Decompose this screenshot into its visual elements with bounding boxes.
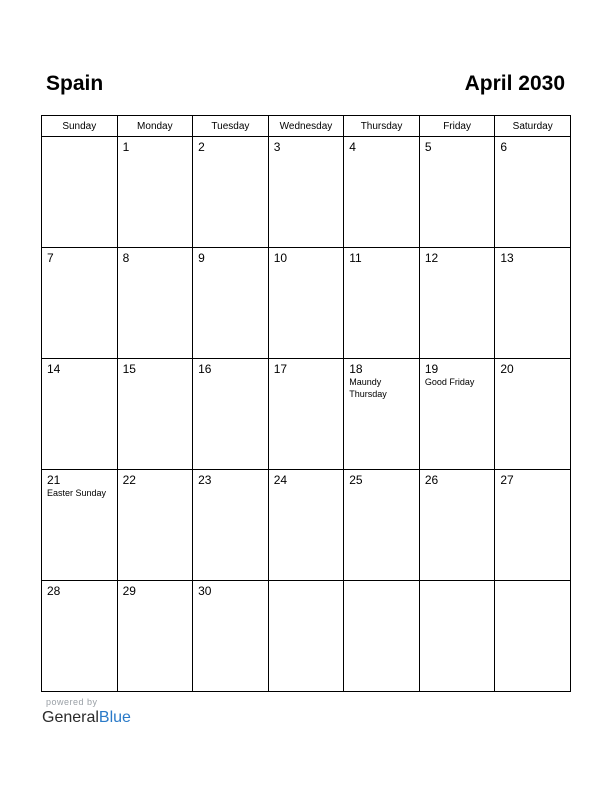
- weekday-friday: Friday: [419, 116, 495, 137]
- brand-general: General: [42, 709, 99, 726]
- day-number: 3: [273, 140, 281, 154]
- week-row: [42, 470, 571, 581]
- holiday-label: Good Friday: [424, 377, 475, 387]
- day-cell: [344, 470, 420, 581]
- day-number: 20: [500, 362, 514, 376]
- day-cell: [495, 248, 571, 359]
- day-number: 21: [47, 473, 61, 487]
- day-cell: [495, 137, 571, 248]
- weekday-sunday: Sunday: [42, 116, 118, 137]
- month-year-title: April 2030: [464, 72, 565, 95]
- day-cell: [344, 359, 420, 470]
- day-cell: [344, 248, 420, 359]
- day-cell: [419, 248, 495, 359]
- day-number: 14: [47, 362, 61, 376]
- day-cell: [193, 359, 269, 470]
- day-cell: [268, 470, 344, 581]
- weekday-header-row: [42, 116, 571, 137]
- day-number: 26: [424, 473, 439, 487]
- weekday-monday: Monday: [117, 116, 193, 137]
- country-title: Spain: [46, 72, 104, 95]
- day-number: 30: [198, 584, 212, 598]
- empty-day-cell: [495, 581, 571, 692]
- day-cell: [419, 137, 495, 248]
- day-cell: [495, 470, 571, 581]
- day-number: 17: [273, 362, 288, 376]
- day-number: [42, 137, 117, 140]
- day-cell: [42, 359, 118, 470]
- day-cell: [344, 137, 420, 248]
- holiday-label: Maundy Thursday: [349, 377, 387, 399]
- week-row: [42, 137, 571, 248]
- day-number: 22: [122, 473, 136, 487]
- day-number: 25: [349, 473, 363, 487]
- week-row: [42, 359, 571, 470]
- day-number: 15: [122, 362, 136, 376]
- day-number: 2: [198, 140, 205, 154]
- day-cell: [117, 359, 193, 470]
- day-number: 18: [349, 362, 363, 376]
- weekday-thursday: Thursday: [344, 116, 420, 137]
- powered-by-text: powered by: [46, 697, 98, 707]
- day-number: 8: [122, 251, 130, 265]
- day-cell: [117, 137, 193, 248]
- day-cell: [193, 470, 269, 581]
- day-number: 7: [47, 251, 54, 265]
- day-number: 24: [273, 473, 288, 487]
- holiday-label: Easter Sunday: [47, 488, 107, 498]
- footer-branding: [42, 696, 131, 728]
- empty-day-cell: [344, 581, 420, 692]
- day-number: 13: [500, 251, 514, 265]
- day-number: 27: [500, 473, 514, 487]
- day-number: 16: [198, 362, 212, 376]
- day-cell: [268, 248, 344, 359]
- weekday-tuesday: Tuesday: [193, 116, 269, 137]
- day-cell: [268, 137, 344, 248]
- day-cell: [42, 581, 118, 692]
- day-number: [495, 581, 570, 584]
- empty-day-cell: [419, 581, 495, 692]
- day-number: 28: [47, 584, 61, 598]
- empty-day-cell: [268, 581, 344, 692]
- day-number: 19: [424, 362, 439, 376]
- day-cell: [117, 470, 193, 581]
- day-number: 9: [198, 251, 205, 265]
- day-cell: [42, 470, 118, 581]
- day-cell: [268, 359, 344, 470]
- empty-day-cell: [42, 137, 118, 248]
- day-number: [344, 581, 419, 584]
- day-number: 12: [424, 251, 439, 265]
- day-number: 29: [122, 584, 136, 598]
- brand-blue: Blue: [98, 709, 131, 726]
- day-cell: [193, 137, 269, 248]
- day-number: 6: [500, 140, 508, 154]
- day-cell: [117, 248, 193, 359]
- calendar-grid: [41, 115, 571, 692]
- day-cell: [193, 248, 269, 359]
- day-number: [269, 581, 344, 584]
- day-cell: [419, 470, 495, 581]
- day-number: 1: [122, 140, 130, 154]
- day-cell: [495, 359, 571, 470]
- day-number: [420, 581, 495, 584]
- week-row: [42, 248, 571, 359]
- day-number: 10: [273, 251, 288, 265]
- day-cell: [42, 248, 118, 359]
- day-cell: [193, 581, 269, 692]
- day-cell: [419, 359, 495, 470]
- day-number: 4: [349, 140, 356, 154]
- generalblue-logo: [42, 708, 131, 728]
- day-number: 5: [424, 140, 432, 154]
- day-number: 23: [198, 473, 212, 487]
- weekday-saturday: Saturday: [495, 116, 571, 137]
- weekday-wednesday: Wednesday: [268, 116, 344, 137]
- day-cell: [117, 581, 193, 692]
- week-row: [42, 581, 571, 692]
- day-number: 11: [349, 251, 362, 265]
